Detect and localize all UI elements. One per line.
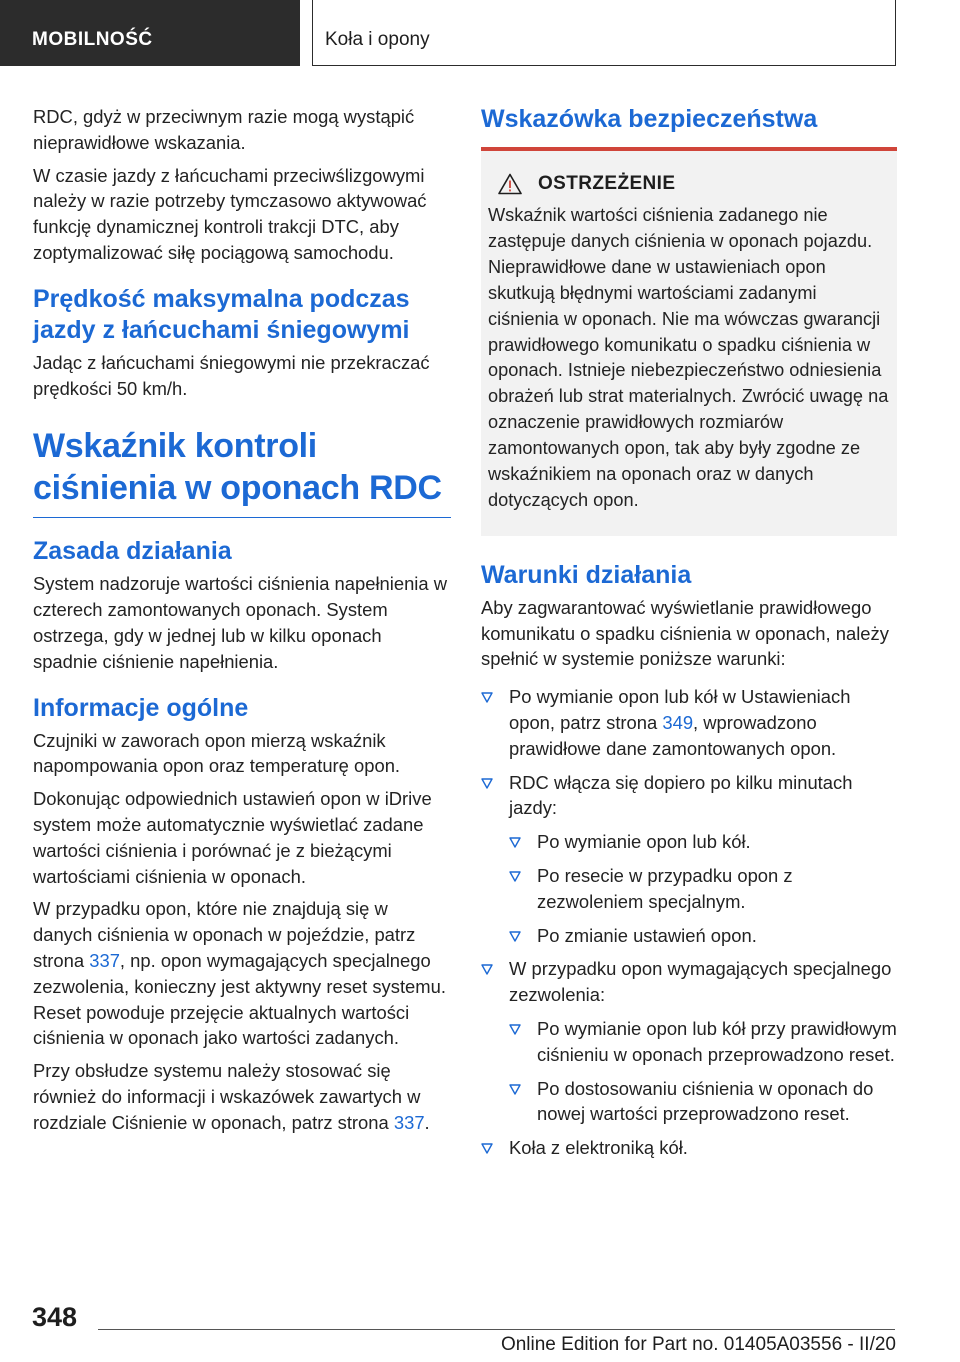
triangle-bullet-icon bbox=[509, 837, 521, 848]
triangle-bullet-icon bbox=[481, 964, 493, 975]
page-number: 348 bbox=[32, 1302, 78, 1332]
heading-principle: Zasada działania bbox=[33, 537, 232, 566]
triangle-bullet-icon bbox=[509, 1024, 521, 1035]
warning-triangle-icon bbox=[498, 173, 522, 195]
paragraph-rdc-warning: RDC, gdyż w przeciwnym razie mogą wystąpić nieprawidłowe wskazania. bbox=[33, 106, 415, 153]
triangle-bullet-icon bbox=[481, 778, 493, 789]
list-item: Koła z elektroniką kół. bbox=[481, 1135, 897, 1161]
conditions-list bbox=[481, 684, 897, 1161]
page-link-337-b[interactable]: 337 bbox=[393, 1111, 425, 1133]
warning-box bbox=[481, 151, 897, 536]
list-item: RDC włącza się dopiero po kilku minutach jazdy: Po wymianie opon lub kół. Po resecie w przypadku opon z zezwoleniem specjalnym. Po zmianie ustawień opon. bbox=[481, 770, 897, 949]
footer-edition: Online Edition for Part no. 01405A03556 - II/20 bbox=[500, 1334, 896, 1355]
warning-text: Wskaźnik wartości ciśnienia zadanego nie zastępuje danych ciśnienia w oponach pojazdu. Nieprawidłowe dane w ustawieniach opon skutkują błędnymi wartościami zadanymi ciśnienia w oponach. Nie ma wówczas gwarancji prawidłowego komunikatu o spadku ciśnienia w oponach. Istnieje niebezpieczeństwo odniesienia obrażeń lub strat materialnych. Zwrócić uwagę na oznaczenie prawidłowych rozmiarów zamontowanych opon, tak aby były zgodne ze wskaźnikiem na oponach oraz w danych dotyczących opon. bbox=[488, 205, 889, 510]
footer-divider bbox=[98, 1329, 895, 1330]
list-item: Po wymianie opon lub kół w Ustawieniach opon, patrz strona 349, wprowadzono prawidłowe dane zamontowanych opon. bbox=[481, 684, 897, 761]
paragraph-idrive: Dokonując odpowiednich ustawień opon w iDrive system może automatycznie wyświetlać zadane wartości ciśnienia i porównać je z bieżącymi wartościami ciśnienia w oponach. bbox=[33, 788, 432, 887]
warning-header bbox=[488, 173, 889, 195]
paragraph-reset: W przypadku opon, które nie znajdują się w danych ciśnienia w oponach w pojeździe, patrz strona 337, np. opon wymagających specjalnego zezwolenia, konieczny jest aktywny reset systemu. Reset powoduje przejęcie aktualnych wartości ciśnienia w oponach jako wartości zadanych. bbox=[33, 898, 446, 1049]
list-item: Po zmianie ustawień opon. bbox=[509, 923, 897, 949]
heading-max-speed: Prędkość maksymalna podczas jazdy z łańcuchami śniegowymi bbox=[33, 284, 410, 344]
paragraph-see-also: Przy obsłudze systemu należy stosować się również do informacji i wskazówek zawartych w rozdziale Ciśnienie w oponach, patrz strona 337. bbox=[33, 1060, 430, 1133]
page-link-349[interactable]: 349 bbox=[662, 712, 694, 734]
sublist-special-approval bbox=[509, 1016, 897, 1127]
chapter-title: Koła i opony bbox=[325, 29, 430, 50]
triangle-bullet-icon bbox=[509, 931, 521, 942]
paragraph-conditions: Aby zagwarantować wyświetlanie prawidłowego komunikatu o spadku ciśnienia w oponach, należy spełnić w systemie poniższe warunki: bbox=[481, 596, 889, 670]
section-tab bbox=[0, 0, 300, 66]
triangle-bullet-icon bbox=[481, 1143, 493, 1154]
heading-rdc: Wskaźnik kontroli ciśnienia w oponach RDC bbox=[33, 425, 451, 518]
heading-safety: Wskazówka bezpieczeństwa bbox=[481, 104, 897, 151]
list-item: W przypadku opon wymagających specjalnego zezwolenia: Po wymianie opon lub kół przy prawidłowym ciśnieniu w oponach przeprowadzono reset. Po dostosowaniu ciśnienia w oponach do nowej wartości przeprowadzono reset. bbox=[481, 956, 897, 1127]
list-item: Po resecie w przypadku opon z zezwoleniem specjalnym. bbox=[509, 863, 897, 915]
paragraph-dtc: W czasie jazdy z łańcuchami przeciwślizgowymi należy w razie potrzeby tymczasowo aktywować funkcję dynamicznej kontroli trakcji DTC, aby zoptymalizować siłę pociągową samochodu. bbox=[33, 164, 427, 263]
list-item: Po wymianie opon lub kół. bbox=[509, 829, 897, 855]
triangle-bullet-icon bbox=[509, 871, 521, 882]
paragraph-max-speed: Jadąc z łańcuchami śniegowymi nie przekraczać prędkości 50 km/h. bbox=[33, 351, 430, 399]
warning-label: OSTRZEŻENIE bbox=[538, 173, 676, 194]
left-column bbox=[33, 104, 451, 1143]
sublist-rdc-activation bbox=[509, 829, 897, 948]
section-title: MOBILNOŚĆ bbox=[32, 29, 153, 50]
heading-general-info: Informacje ogólne bbox=[33, 693, 249, 722]
paragraph-sensors: Czujniki w zaworach opon mierzą wskaźnik napompowania opon oraz temperaturę opon. bbox=[33, 729, 401, 777]
page-link-337[interactable]: 337 bbox=[89, 949, 120, 971]
heading-conditions: Warunki działania bbox=[481, 560, 692, 589]
triangle-bullet-icon bbox=[509, 1084, 521, 1095]
paragraph-principle: System nadzoruje wartości ciśnienia napełnienia w czterech zamontowanych oponach. System ostrzega, gdy w jednej lub w kilku oponach spadnie ciśnienie napełnienia. bbox=[33, 573, 448, 672]
list-item: Po wymianie opon lub kół przy prawidłowym ciśnieniu w oponach przeprowadzono reset. bbox=[509, 1016, 897, 1068]
list-item: Po dostosowaniu ciśnienia w oponach do nowej wartości przeprowadzono reset. bbox=[509, 1076, 897, 1128]
chapter-tab bbox=[312, 0, 896, 66]
right-column bbox=[481, 104, 897, 1169]
triangle-bullet-icon bbox=[481, 692, 493, 703]
